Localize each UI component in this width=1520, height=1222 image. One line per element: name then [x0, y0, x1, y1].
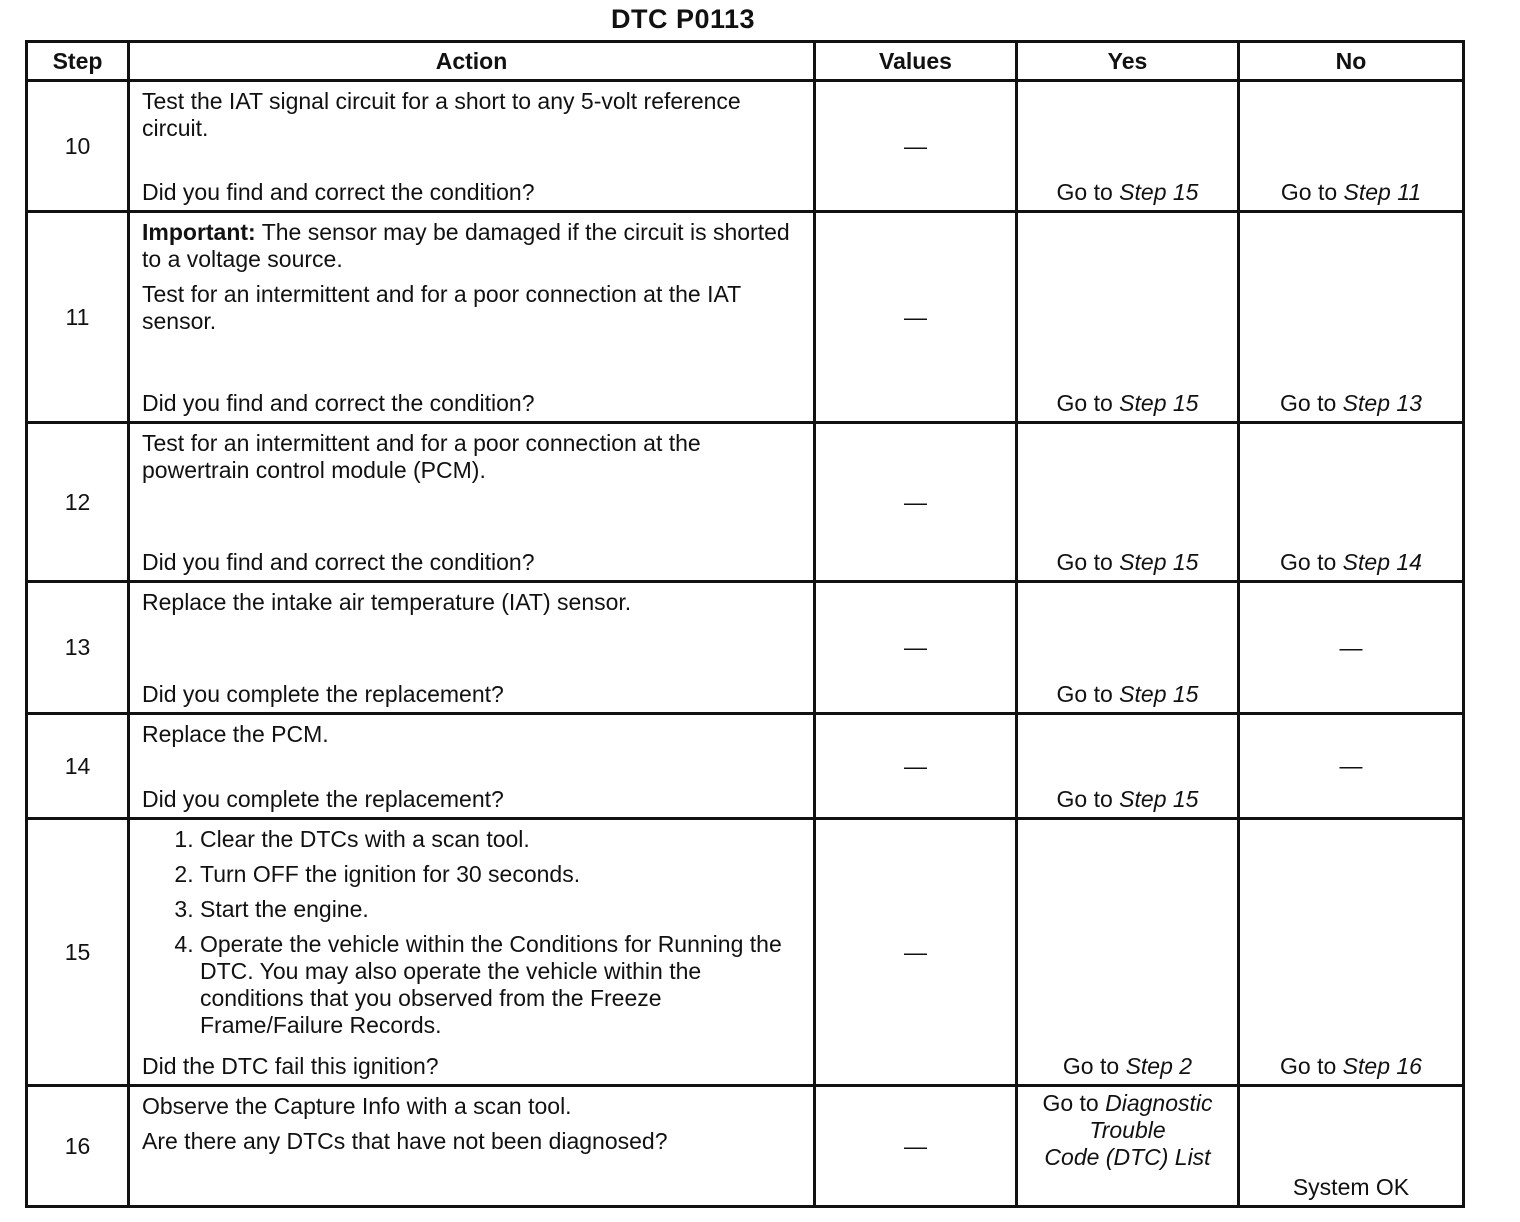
no-step-link[interactable]: Step 14: [1342, 549, 1422, 575]
diagnostic-table: [25, 40, 1465, 1208]
no-cell: [1239, 423, 1464, 582]
yes-cell: [1017, 423, 1239, 582]
action-cell: [129, 582, 815, 714]
no-goto-prefix: Go to: [1280, 1053, 1343, 1079]
action-cell: [129, 819, 815, 1086]
table-row: [27, 582, 1464, 714]
header-yes: Yes: [1017, 42, 1239, 81]
action-text: Test for an intermittent and for a poor connection at the IAT sensor.: [142, 281, 741, 334]
step-number: 14: [27, 714, 129, 819]
table-row: [27, 714, 1464, 819]
action-question: Did you find and correct the condition?: [142, 549, 535, 575]
yes-goto-prefix: Go to: [1056, 549, 1120, 575]
yes-cell: [1017, 819, 1239, 1086]
dtc-list-link-line1[interactable]: Diagnostic: [1105, 1090, 1213, 1116]
header-no: No: [1239, 42, 1464, 81]
list-item: 4. Operate the vehicle within the Conditions for Running the DTC. You may also operate the vehicle within the conditions that you observed from the Freeze Frame/Failure Records.: [200, 931, 803, 1039]
yes-goto-prefix: Go to: [1056, 681, 1120, 707]
yes-cell: [1017, 1086, 1239, 1207]
important-text: The sensor may be damaged if the circuit is shorted to a voltage source.: [142, 219, 790, 272]
action-text: Replace the intake air temperature (IAT) sensor.: [142, 589, 632, 615]
no-dash: —: [1339, 752, 1363, 779]
action-text: Test for an intermittent and for a poor connection at the powertrain control module (PCM).: [142, 430, 701, 483]
yes-goto-prefix: Go to: [1056, 786, 1120, 812]
values-cell: —: [815, 714, 1017, 819]
action-question: Are there any DTCs that have not been diagnosed?: [142, 1128, 668, 1154]
yes-cell: [1017, 582, 1239, 714]
table-row: [27, 819, 1464, 1086]
yes-cell: [1017, 714, 1239, 819]
step-number: 11: [27, 212, 129, 423]
no-goto-prefix: Go to: [1280, 390, 1343, 416]
step-number: 15: [27, 819, 129, 1086]
yes-cell: [1017, 212, 1239, 423]
action-text: Observe the Capture Info with a scan tool.: [142, 1093, 572, 1119]
no-step-link[interactable]: Step 11: [1343, 179, 1422, 205]
yes-step-link[interactable]: Step 2: [1125, 1053, 1193, 1079]
procedure-list: [142, 826, 803, 1039]
yes-goto-prefix: Go to: [1056, 179, 1120, 205]
table-header-row: [27, 42, 1464, 81]
action-cell: [129, 212, 815, 423]
step-number: 16: [27, 1086, 129, 1207]
yes-goto-prefix: Go to: [1056, 390, 1120, 416]
values-cell: —: [815, 423, 1017, 582]
action-cell: [129, 1086, 815, 1207]
list-item: 1. Clear the DTCs with a scan tool.: [200, 826, 803, 853]
action-question: Did the DTC fail this ignition?: [142, 1053, 439, 1079]
table-row: [27, 1086, 1464, 1207]
values-cell: —: [815, 81, 1017, 212]
step-number: 10: [27, 81, 129, 212]
dtc-list-link-line2[interactable]: Trouble: [1089, 1117, 1166, 1143]
action-question: Did you find and correct the condition?: [142, 179, 535, 205]
action-question: Did you complete the replacement?: [142, 786, 504, 812]
no-goto-prefix: Go to: [1280, 549, 1343, 575]
yes-step-link[interactable]: Step 15: [1119, 179, 1199, 205]
action-question: Did you complete the replacement?: [142, 681, 504, 707]
important-label: Important:: [142, 219, 256, 245]
no-cell: [1239, 819, 1464, 1086]
no-cell: [1239, 81, 1464, 212]
no-dash: —: [1339, 634, 1363, 660]
step-number: 12: [27, 423, 129, 582]
yes-step-link[interactable]: Step 15: [1119, 390, 1199, 416]
yes-goto-prefix: Go to: [1062, 1053, 1126, 1079]
dtc-list-link-line3[interactable]: Code (DTC) List: [1044, 1144, 1211, 1170]
no-cell: [1239, 1086, 1464, 1207]
yes-cell: [1017, 81, 1239, 212]
action-question: Did you find and correct the condition?: [142, 390, 535, 416]
system-ok-text: System OK: [1292, 1174, 1410, 1200]
table-row: [27, 212, 1464, 423]
header-action: Action: [129, 42, 815, 81]
step-number: 13: [27, 582, 129, 714]
yes-step-link[interactable]: Step 15: [1119, 681, 1199, 707]
no-step-link[interactable]: Step 16: [1342, 1053, 1422, 1079]
no-cell: [1239, 212, 1464, 423]
table-row: [27, 423, 1464, 582]
yes-step-link[interactable]: Step 15: [1119, 786, 1199, 812]
list-item: 3. Start the engine.: [200, 896, 803, 923]
important-note: [142, 219, 803, 273]
list-item: 2. Turn OFF the ignition for 30 seconds.: [200, 861, 803, 888]
action-cell: [129, 81, 815, 212]
table-row: [27, 81, 1464, 212]
values-cell: —: [815, 212, 1017, 423]
no-cell: [1239, 714, 1464, 819]
action-text: Replace the PCM.: [142, 721, 329, 747]
values-cell: —: [815, 1086, 1017, 1207]
values-cell: —: [815, 582, 1017, 714]
no-cell: [1239, 582, 1464, 714]
action-cell: [129, 423, 815, 582]
yes-goto-prefix: Go to: [1042, 1090, 1106, 1116]
action-cell: [129, 714, 815, 819]
header-values: Values: [815, 42, 1017, 81]
header-step: Step: [27, 42, 129, 81]
no-step-link[interactable]: Step 13: [1342, 390, 1422, 416]
no-goto-prefix: Go to: [1280, 179, 1344, 205]
values-cell: —: [815, 819, 1017, 1086]
page-title: DTC P0113: [610, 4, 756, 34]
action-text: Test the IAT signal circuit for a short to any 5-volt reference circuit.: [142, 88, 741, 141]
yes-step-link[interactable]: Step 15: [1119, 549, 1199, 575]
